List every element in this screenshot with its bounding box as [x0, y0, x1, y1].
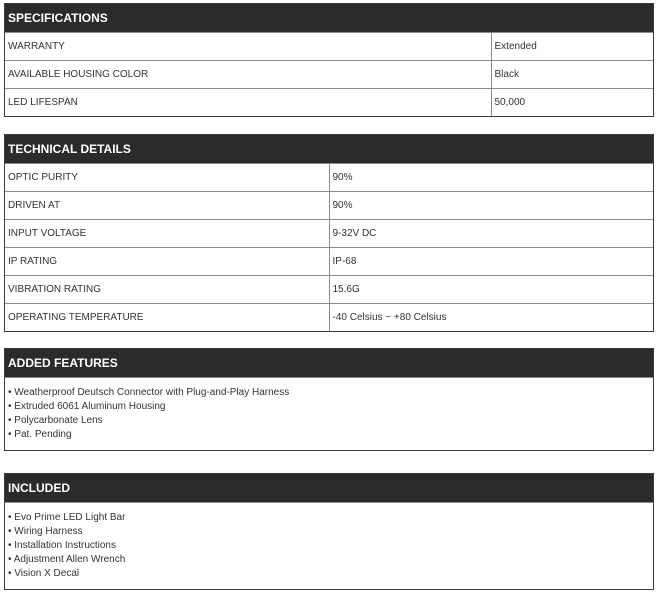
tech-label: IP RATING: [5, 248, 329, 276]
tech-value: -40 Celsius ~ +80 Celsius: [329, 304, 653, 332]
added-features-section: [4, 348, 654, 451]
list-item: • Vision X Decal: [8, 568, 80, 579]
tech-value: 9-32V DC: [329, 220, 653, 248]
table-row: [5, 248, 653, 276]
list-item: • Weatherproof Deutsch Connector with Plug-and-Play Harness: [8, 387, 290, 398]
list-item: • Polycarbonate Lens: [8, 415, 103, 426]
list-item: • Adjustment Allen Wrench: [8, 554, 126, 565]
included-section: [4, 473, 654, 590]
tech-value: 90%: [329, 192, 653, 220]
table-row: [5, 61, 653, 89]
tech-label: OPTIC PURITY: [5, 164, 329, 192]
tech-label: INPUT VOLTAGE: [5, 220, 329, 248]
tech-label: OPERATING TEMPERATURE: [5, 304, 329, 332]
tech-label: DRIVEN AT: [5, 192, 329, 220]
list-item: • Extruded 6061 Aluminum Housing: [8, 401, 166, 412]
table-row: [5, 192, 653, 220]
spec-label: WARRANTY: [5, 33, 491, 61]
included-header: INCLUDED: [5, 474, 653, 502]
spec-label: LED LIFESPAN: [5, 89, 491, 117]
added-features-header: ADDED FEATURES: [5, 349, 653, 377]
table-row: [5, 164, 653, 192]
specifications-header: SPECIFICATIONS: [5, 4, 653, 32]
technical-details-section: [4, 134, 654, 332]
spec-value: Extended: [491, 33, 653, 61]
table-row: [5, 220, 653, 248]
added-features-list: [5, 377, 653, 450]
tech-label: VIBRATION RATING: [5, 276, 329, 304]
technical-details-header: TECHNICAL DETAILS: [5, 135, 653, 163]
included-list: [5, 502, 653, 589]
list-item: • Evo Prime LED Light Bar: [8, 512, 126, 523]
tech-value: IP-68: [329, 248, 653, 276]
table-row: [5, 276, 653, 304]
specifications-table: [5, 32, 653, 116]
technical-details-table: [5, 163, 653, 331]
specifications-section: [4, 3, 654, 117]
tech-value: 15.6G: [329, 276, 653, 304]
table-row: [5, 89, 653, 117]
tech-value: 90%: [329, 164, 653, 192]
list-item: • Pat. Pending: [8, 429, 72, 440]
table-row: [5, 33, 653, 61]
list-item: • Installation Instructions: [8, 540, 116, 551]
list-item: • Wiring Harness: [8, 526, 83, 537]
spec-label: AVAILABLE HOUSING COLOR: [5, 61, 491, 89]
spec-value: 50,000: [491, 89, 653, 117]
spec-value: Black: [491, 61, 653, 89]
table-row: [5, 304, 653, 332]
